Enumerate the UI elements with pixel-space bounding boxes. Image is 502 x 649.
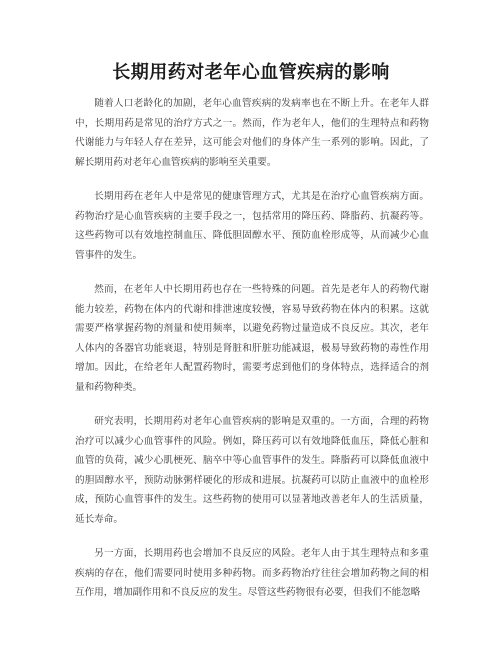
paragraph: 另一方面，长期用药也会增加不良反应的风险。老年人由于其生理特点和多重疾病的存在，他们需要同时使用多种药物。而多药物治疗往往会增加药物之间的相互作用，增加副作用和不良反应的发生。尽管这些药物很有必要，但我们不能忽略 — [75, 548, 429, 598]
paragraph: 长期用药在老年人中是常见的健康管理方式，尤其是在治疗心血管疾病方面。药物治疗是心血管疾病的主要手段之一，包括常用的降压药、降脂药、抗凝药等。这些药物可以有效地控制血压、降低胆固醇水平、预防血栓形成等，从而减少心血管事件的发生。 — [75, 191, 429, 261]
paragraph: 然而，在老年人中长期用药也存在一些特殊的问题。首先是老年人的药物代谢能力较差，药物在体内的代谢和排泄速度较慢，容易导致药物在体内的积累。这就需要严格掌握药物的剂量和使用频率，以避免药物过量造成不良反应。其次，老年人体内的各器官功能衰退，特别是肾脏和肝脏功能减退，极易导致药物的毒性作用增加。因此，在给老年人配置药物时，需要考虑到他们的身体特点，选择适合的剂量和药物种类。 — [75, 284, 429, 393]
document-title: 长期用药对老年心血管疾病的影响 — [112, 62, 390, 83]
paragraph: 随着人口老龄化的加剧，老年心血管疾病的发病率也在不断上升。在老年人群中，长期用药是常见的治疗方式之一。然而，作为老年人，他们的生理特点和药物代谢能力与年轻人存在差异，这可能会对他们的身体产生一系列的影响。因此，了解长期用药对老年心血管疾病的影响至关重要。 — [75, 98, 429, 168]
document-body — [75, 94, 429, 618]
paragraph: 研究表明，长期用药对老年心血管疾病的影响是双重的。一方面，合理的药物治疗可以减少心血管事件的风险。例如，降压药可以有效地降低血压，降低心脏和血管的负荷，减少心肌梗死、脑卒中等心血管事件的发生。降脂药可以降低血液中的胆固醇水平，预防动脉粥样硬化的形成和进展。抗凝药可以防止血液中的血栓形成，预防心血管事件的发生。这些药物的使用可以显著地改善老年人的生活质量，延长寿命。 — [75, 416, 429, 525]
